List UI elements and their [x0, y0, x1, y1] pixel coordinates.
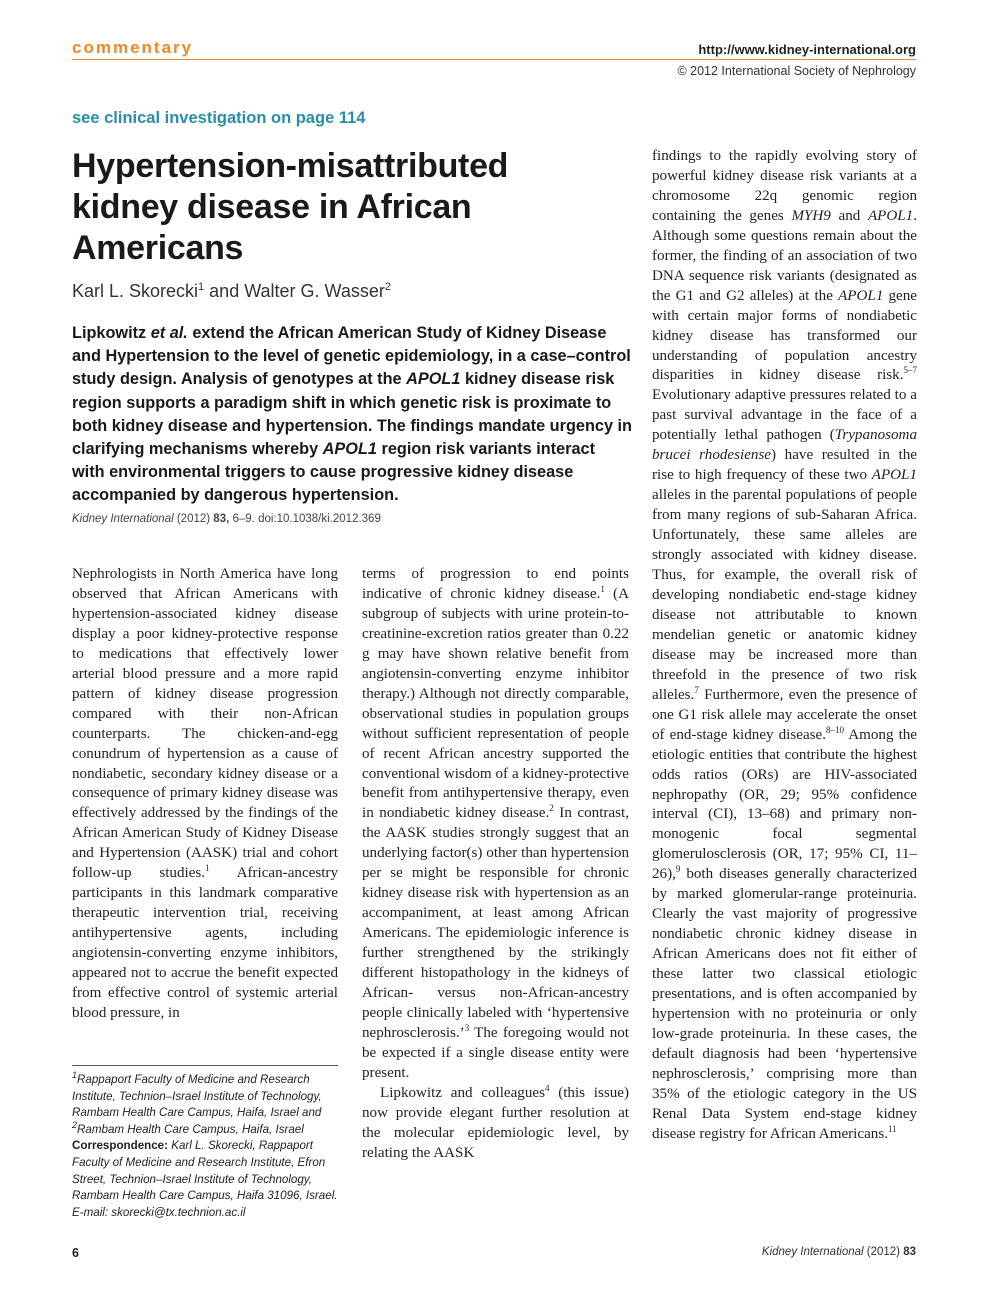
correspondence-label: Correspondence:: [72, 1139, 168, 1153]
header-divider: [72, 59, 916, 60]
gene-name: APOL1: [322, 440, 377, 459]
body-text: (A subgroup of subjects with urine protein-to-creatinine-excretion ratios greater than 0.22 g may have shown relative benefit from angiotensin-converting enzyme inhibitor therapy.) Although not directly comparable, observational studies in population groups without sufficient representation of people of recent African ancestry supported the conventional wisdom of a kidney-protective benefit from antihypertensive therapy, even in nondiabetic kidney disease.: [362, 585, 629, 822]
body-text: findings to the rapidly evolving story of powerful kidney disease risk variants at a chromosome 22q genomic region containing the genes: [652, 148, 917, 224]
abstract-text: extend the African American Study of Kidney Disease and Hypertension to the level of genetic epidemiology, in a case–control study design. Analysis of genotypes at the: [72, 324, 631, 389]
citation-year: (2012): [173, 513, 214, 525]
reference-marker[interactable]: 11: [887, 1123, 897, 1134]
body-paragraph: [72, 565, 338, 1024]
body-text: African-ancestry participants in this landmark comparative therapeutic intervention trial, receiving antihypertensive agents, including angiotensin-converting enzyme inhibitors, appeared not to accrue the benefit expected from effective control of systemic arterial blood pressure, in: [72, 865, 338, 1021]
footnote-divider: [72, 1065, 338, 1066]
gene-name: APOL1: [871, 467, 917, 484]
abstract-text: kidney disease risk region supports a paradigm shift in which genetic risk is proximate to both kidney disease and hypertension. The findings mandate urgency in clarifying mechanisms whereby: [72, 370, 632, 459]
body-text: alleles in the parental populations of people from many regions of sub-Saharan Africa. Unfortunately, these same alleles are strongly associated with kidney disease. Thus, for example, the overall risk of developing nondiabetic end-stage kidney disease not attributable to known mendelian genetic or anatomic kidney disease may be increased more than threefold in the presence of two risk alleles.: [652, 487, 917, 703]
copyright-notice: © 2012 International Society of Nephrology: [677, 64, 916, 78]
reference-marker[interactable]: 8–10: [826, 724, 845, 735]
citation-doi: 6–9. doi:10.1038/ki.2012.369: [229, 513, 381, 525]
reference-marker[interactable]: 5–7: [903, 365, 917, 376]
affiliation-text: Rambam Health Care Campus, Haifa, Israel: [77, 1122, 304, 1136]
body-text: In contrast, the AASK studies strongly suggest that an underlying factor(s) other than hypertension per se might be responsible for chronic kidney disease risk with hypertension as an accompaniment, at least among African Americans. The epidemiologic inference is further strengthened by the strikingly different histopathology in the kidneys of African- versus non-African-ancestry people clinically labeled with ‘hypertensive nephrosclerosis.’: [362, 805, 629, 1041]
body-text: and: [830, 207, 868, 224]
body-text: Among the etiologic entities that contribute the highest odds ratios (ORs) are HIV-associated nephropathy (OR, 29; 95% confidence interval (CI), 13–68) and primary non-monogenic focal segmental glomerulosclerosis (OR, 17; 95% CI, 11–26),: [652, 726, 918, 883]
correspondence-text: Karl L. Skorecki, Rappaport Faculty of Medicine and Research Institute, Efron Street, Technion–Israel Institute of Technology, Rambam Health Care Campus, Haifa 31096, Israel. E-mail: skorecki@tx.technion.ac.il: [72, 1139, 338, 1219]
author-name: Karl L. Skorecki: [72, 281, 199, 301]
body-text: . Although some questions remain about the former, the finding of an association of two DNA sequence risk variants (designated as the G1 and G2 alleles) at the: [652, 207, 917, 304]
journal-url-link[interactable]: http://www.kidney-international.org: [698, 42, 916, 57]
body-paragraph: [362, 565, 629, 1084]
article-title: Hypertension-misattributed kidney disease in African Americans: [72, 147, 509, 267]
reference-marker[interactable]: 4: [544, 1082, 550, 1093]
body-text: terms of progression to end points indicative of chronic kidney disease.: [362, 566, 629, 602]
gene-name: APOL1: [838, 287, 884, 304]
reference-marker[interactable]: 1: [205, 863, 210, 874]
body-text: Furthermore, even the presence of one G1 risk allele may accelerate the onset of end-stage kidney disease.: [652, 686, 917, 743]
body-text: (this issue) now provide elegant further resolution at the molecular epidemiologic level, by relating the AASK: [362, 1084, 629, 1161]
body-text: Nephrologists in North America have long observed that African Americans with hypertension-associated kidney disease display a poor kidney-protective response to medications that effectively lower arterial blood pressure and a more rapid pattern of kidney disease progression compared with their non-African counterparts. The chicken-and-egg conundrum of hypertension as a cause of nondiabetic, secondary kidney disease or a consequence of primary kidney disease was effectively addressed by the findings of the African American Study of Kidney Disease and Hypertension (AASK) trial and cohort follow-up studies.: [72, 566, 338, 882]
abstract-text: Lipkowitz: [72, 324, 151, 342]
body-text: The foregoing would not be expected if a single disease entity were present.: [362, 1024, 629, 1081]
affiliation-marker: 2: [384, 281, 392, 293]
body-column-2: [362, 565, 629, 1164]
footer-volume: 83: [903, 1246, 916, 1258]
page-number: 6: [72, 1246, 79, 1260]
citation-journal: Kidney International: [72, 513, 174, 525]
species-name: Trypanosoma brucei rhodesiense: [652, 427, 917, 464]
body-column-3: [652, 147, 917, 1145]
affiliation-footnote: [72, 1072, 340, 1221]
citation-line: [72, 513, 381, 525]
see-clinical-investigation-link[interactable]: see clinical investigation on page 114: [72, 109, 366, 127]
affiliation-marker: 2: [72, 1119, 78, 1130]
section-label: commentary: [72, 38, 194, 57]
body-text: Lipkowitz and colleagues: [380, 1084, 545, 1101]
body-text: Evolutionary adaptive pressures related to a past survival advantage in the face of a potentially lethal pathogen (: [652, 387, 917, 444]
body-paragraph: [362, 1084, 629, 1164]
affiliation-marker: 1: [198, 281, 205, 293]
body-text: ) have resulted in the rise to high frequency of these two: [652, 447, 917, 484]
author-line: [72, 281, 391, 302]
reference-marker[interactable]: 7: [694, 684, 699, 695]
footer-year: (2012): [863, 1246, 904, 1258]
author-name: Walter G. Wasser: [244, 281, 385, 301]
footer-journal: Kidney International: [761, 1246, 864, 1258]
body-text: both diseases generally characterized by marked glomerular-range proteinuria. Clearly the vast majority of progressive nondiabetic chronic kidney disease in African Americans does not fit either of these latter two classical etiologic presentations, and is often accompanied by hypertension with no proteinuria or only low-grade proteinuria. In these cases, the default diagnosis had been ‘hypertensive nephrosclerosis,’ comprising more than 35% of the etiologic category in the US Renal Data System end-stage kidney disease registry for African Americans.: [652, 866, 917, 1142]
gene-name: MYH9: [791, 207, 831, 224]
gene-name: APOL1: [406, 370, 461, 389]
reference-marker[interactable]: 2: [549, 803, 554, 814]
body-text: gene with certain major forms of nondiabetic kidney disease has transformed our understanding of population ancestry disparities in kidney disease risk.: [652, 287, 917, 384]
abstract: [72, 322, 632, 508]
footer-citation: [762, 1246, 916, 1258]
reference-marker[interactable]: 9: [675, 864, 681, 875]
body-paragraph: [652, 147, 917, 1145]
author-connector: and: [204, 281, 245, 301]
affiliation-text: Rappaport Faculty of Medicine and Research Institute, Technion–Israel Institute of Technology, Rambam Health Care Campus, Haifa, Israel and: [72, 1073, 322, 1120]
gene-name: APOL1: [867, 207, 914, 224]
citation-volume: 83,: [213, 513, 230, 525]
abstract-text: et al.: [150, 324, 188, 342]
reference-marker[interactable]: 1: [600, 583, 605, 594]
body-column-1: [72, 565, 338, 1024]
reference-marker[interactable]: 3: [464, 1022, 470, 1033]
abstract-text: region risk variants interact with environmental triggers to cause progressive kidney disease accompanied by dangerous hypertension.: [72, 440, 596, 505]
affiliation-marker: 1: [72, 1070, 78, 1081]
